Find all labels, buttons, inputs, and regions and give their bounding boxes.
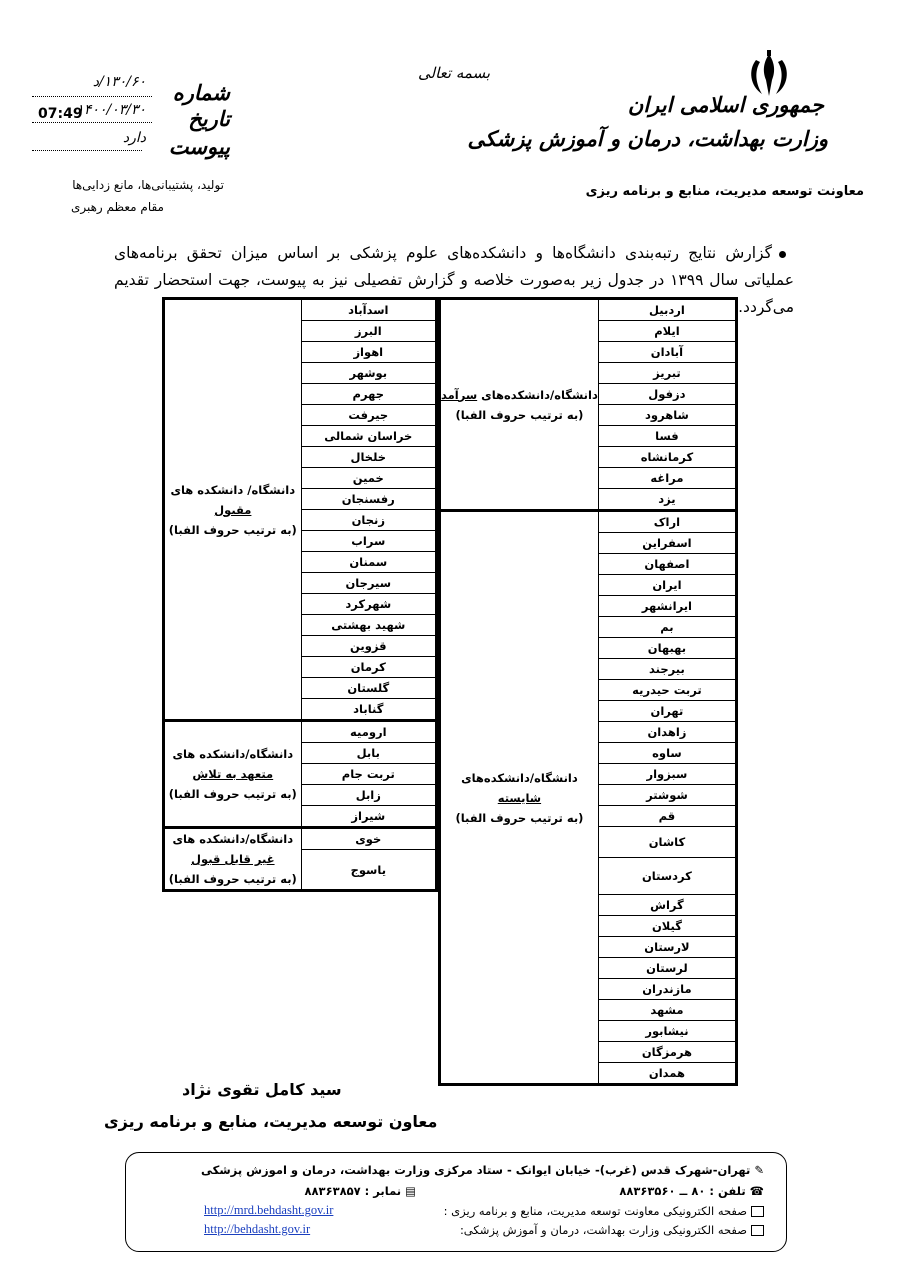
date-label: تاریخ (188, 106, 230, 131)
university-name: قزوین (301, 636, 436, 657)
group-note: (به ترتیب حروف الفبا) (455, 810, 584, 825)
university-name: فسا (598, 426, 736, 447)
date-value: ۱۴۰۰/۰۳/۳۰ (76, 102, 146, 118)
university-name: کرمانشاه (598, 447, 736, 468)
group-label-worthy (440, 511, 599, 1085)
table-row (440, 511, 737, 533)
footer-fax: ▤ نمابر : ۸۸۳۶۳۸۵۷ (304, 1184, 416, 1198)
university-name: سمنان (301, 552, 436, 573)
university-name: آبادان (598, 342, 736, 363)
university-name: شاهرود (598, 405, 736, 426)
university-name: شوشتر (598, 785, 736, 806)
university-name: بابل (301, 743, 436, 764)
university-name: تربت حیدریه (598, 680, 736, 701)
university-name: سبزوار (598, 764, 736, 785)
university-name: هرمزگان (598, 1042, 736, 1063)
footer-address: ✎ تهران-شهرک قدس (غرب)- خیابان ایوانک - ستاد مرکزی وزارت بهداشت، درمان و اموزش پزشکی (201, 1163, 764, 1177)
university-name: اصفهان (598, 554, 736, 575)
republic-title: جمهوری اسلامی ایران (627, 92, 824, 117)
footer-phone: ☎ تلفن : ۸۰ ــ ۸۸۳۶۳۵۶۰ (619, 1184, 764, 1198)
university-name: ایلام (598, 321, 736, 342)
ministry-link[interactable]: http://behdasht.gov.ir (204, 1222, 311, 1236)
table-row (164, 299, 437, 321)
university-name: کرمان (301, 657, 436, 678)
university-name: شیراز (301, 806, 436, 828)
university-name: رفسنجان (301, 489, 436, 510)
university-name: لارستان (598, 937, 736, 958)
university-name: خوی (301, 828, 436, 850)
university-name: بهبهان (598, 638, 736, 659)
group-rank: غیر قابل قبول (191, 852, 275, 866)
university-name: بیرجند (598, 659, 736, 680)
table-row (164, 721, 437, 743)
university-name: بم (598, 617, 736, 638)
fax-icon: ▤ (405, 1184, 416, 1198)
group-label-striving (164, 721, 302, 828)
group-note: (به ترتیب حروف الفبا) (168, 872, 297, 886)
university-name: یاسوج (301, 850, 436, 891)
signer-title: معاون توسعه مدیریت، منابع و برنامه ریزی (104, 1112, 438, 1131)
university-name: زاهدان (598, 722, 736, 743)
envelope-icon (751, 1225, 764, 1236)
university-name: خلخال (301, 447, 436, 468)
group-note: (به ترتیب حروف الفبا) (168, 522, 297, 537)
bismillah: بسمه تعالی (418, 64, 491, 82)
university-name: شهید بهشتی (301, 615, 436, 636)
university-name: ساوه (598, 743, 736, 764)
recipient-line-1: تولید، پشتیبانی‌ها، مانع زدایی‌ها (72, 178, 224, 192)
university-name: تربت جام (301, 764, 436, 785)
university-name: خمین (301, 468, 436, 489)
university-name: ایرانشهر (598, 596, 736, 617)
university-name: بوشهر (301, 363, 436, 384)
university-name: اراک (598, 511, 736, 533)
footer-web2-label: صفحه الکترونیکی وزارت بهداشت، درمان و آموزش پزشکی: (460, 1223, 764, 1237)
number-label: شماره (172, 80, 230, 105)
university-name: مراغه (598, 468, 736, 489)
table-row (440, 299, 737, 321)
group-rank: متعهد به تلاش (192, 767, 274, 781)
university-name: خراسان شمالی (301, 426, 436, 447)
university-name: اسفراین (598, 533, 736, 554)
university-name: کاشان (598, 827, 736, 858)
group-rank: سرآمد (441, 387, 478, 402)
university-name: گیلان (598, 916, 736, 937)
university-name: مازندران (598, 979, 736, 1000)
left-ranking-table (162, 297, 438, 892)
footer-box (125, 1152, 787, 1252)
group-title: دانشگاه/دانشکده‌های (461, 770, 578, 785)
group-label-top (440, 299, 599, 511)
university-name: دزفول (598, 384, 736, 405)
university-name: زابل (301, 785, 436, 806)
university-name: البرز (301, 321, 436, 342)
signer-name: سید کامل تقوی نژاد (182, 1080, 342, 1099)
group-rank: شایسته (497, 790, 542, 805)
group-title: دانشگاه/دانشکده های (172, 832, 294, 846)
number-row (30, 74, 230, 105)
footer-web1-label: صفحه الکترونیکی معاونت توسعه مدیریت، منابع و برنامه ریزی : (444, 1204, 764, 1218)
university-name: ارومیه (301, 721, 436, 743)
university-name: سراب (301, 531, 436, 552)
ministry-title: وزارت بهداشت، درمان و آموزش پزشکی (467, 126, 828, 151)
university-name: قم (598, 806, 736, 827)
university-name: شهرکرد (301, 594, 436, 615)
university-name: ایران (598, 575, 736, 596)
recipient-line-2: مقام معظم رهبری (70, 200, 164, 214)
university-name: لرستان (598, 958, 736, 979)
university-name: اردبیل (598, 299, 736, 321)
group-note: (به ترتیب حروف الفبا) (455, 407, 584, 422)
attachment-label: پیوست (168, 134, 230, 159)
university-name: زنجان (301, 510, 436, 531)
university-name: جهرم (301, 384, 436, 405)
number-value: ۱۳۰/۶۰/د (92, 74, 146, 90)
university-name: سیرجان (301, 573, 436, 594)
university-name: تهران (598, 701, 736, 722)
group-note: (به ترتیب حروف الفبا) (168, 787, 297, 801)
university-name: گراش (598, 895, 736, 916)
group-label-unacceptable (164, 828, 302, 891)
phone-icon: ☎ (749, 1184, 764, 1198)
university-name: تبریز (598, 363, 736, 384)
intro-paragraph: گزارش نتایج رتبه‌بندی دانشگاه‌ها و دانشکده‌های علوم پزشکی بر اساس میزان تحقق برنامه‌های عملیاتی سال ۱۳۹۹ در جدول زیر به‌صورت خلاصه و گزارش تفصیلی نیز به پیوست، جهت استحضار تقدیم می‌گردد. (114, 244, 794, 316)
university-name: مشهد (598, 1000, 736, 1021)
group-rank: مقبول (214, 502, 252, 517)
group-title: دانشگاه/دانشکده‌های سرآمد (441, 387, 598, 402)
university-name: گناباد (301, 699, 436, 721)
university-name: اهواز (301, 342, 436, 363)
university-name: گلستان (301, 678, 436, 699)
table-row (164, 828, 437, 850)
university-name: یزد (598, 489, 736, 511)
time-stamp: 07:49 (38, 106, 83, 122)
pen-icon: ✎ (754, 1163, 764, 1177)
university-name: اسدآباد (301, 299, 436, 321)
university-name: نیشابور (598, 1021, 736, 1042)
university-name: کردستان (598, 858, 736, 895)
group-label-acceptable (164, 299, 302, 721)
right-ranking-table (438, 297, 738, 1086)
attachment-value: دارد (122, 130, 146, 146)
deputy-title: معاونت توسعه مدیریت، منابع و برنامه ریزی (585, 184, 864, 199)
university-name: جیرفت (301, 405, 436, 426)
attachment-row (30, 130, 230, 159)
envelope-icon (751, 1206, 764, 1217)
ministry-deputy-link[interactable]: http://mrd.behdasht.gov.ir (204, 1203, 334, 1217)
group-title: دانشگاه/ دانشکده های (170, 482, 296, 497)
group-title: دانشگاه/دانشکده های (172, 747, 294, 761)
university-name: همدان (598, 1063, 736, 1085)
